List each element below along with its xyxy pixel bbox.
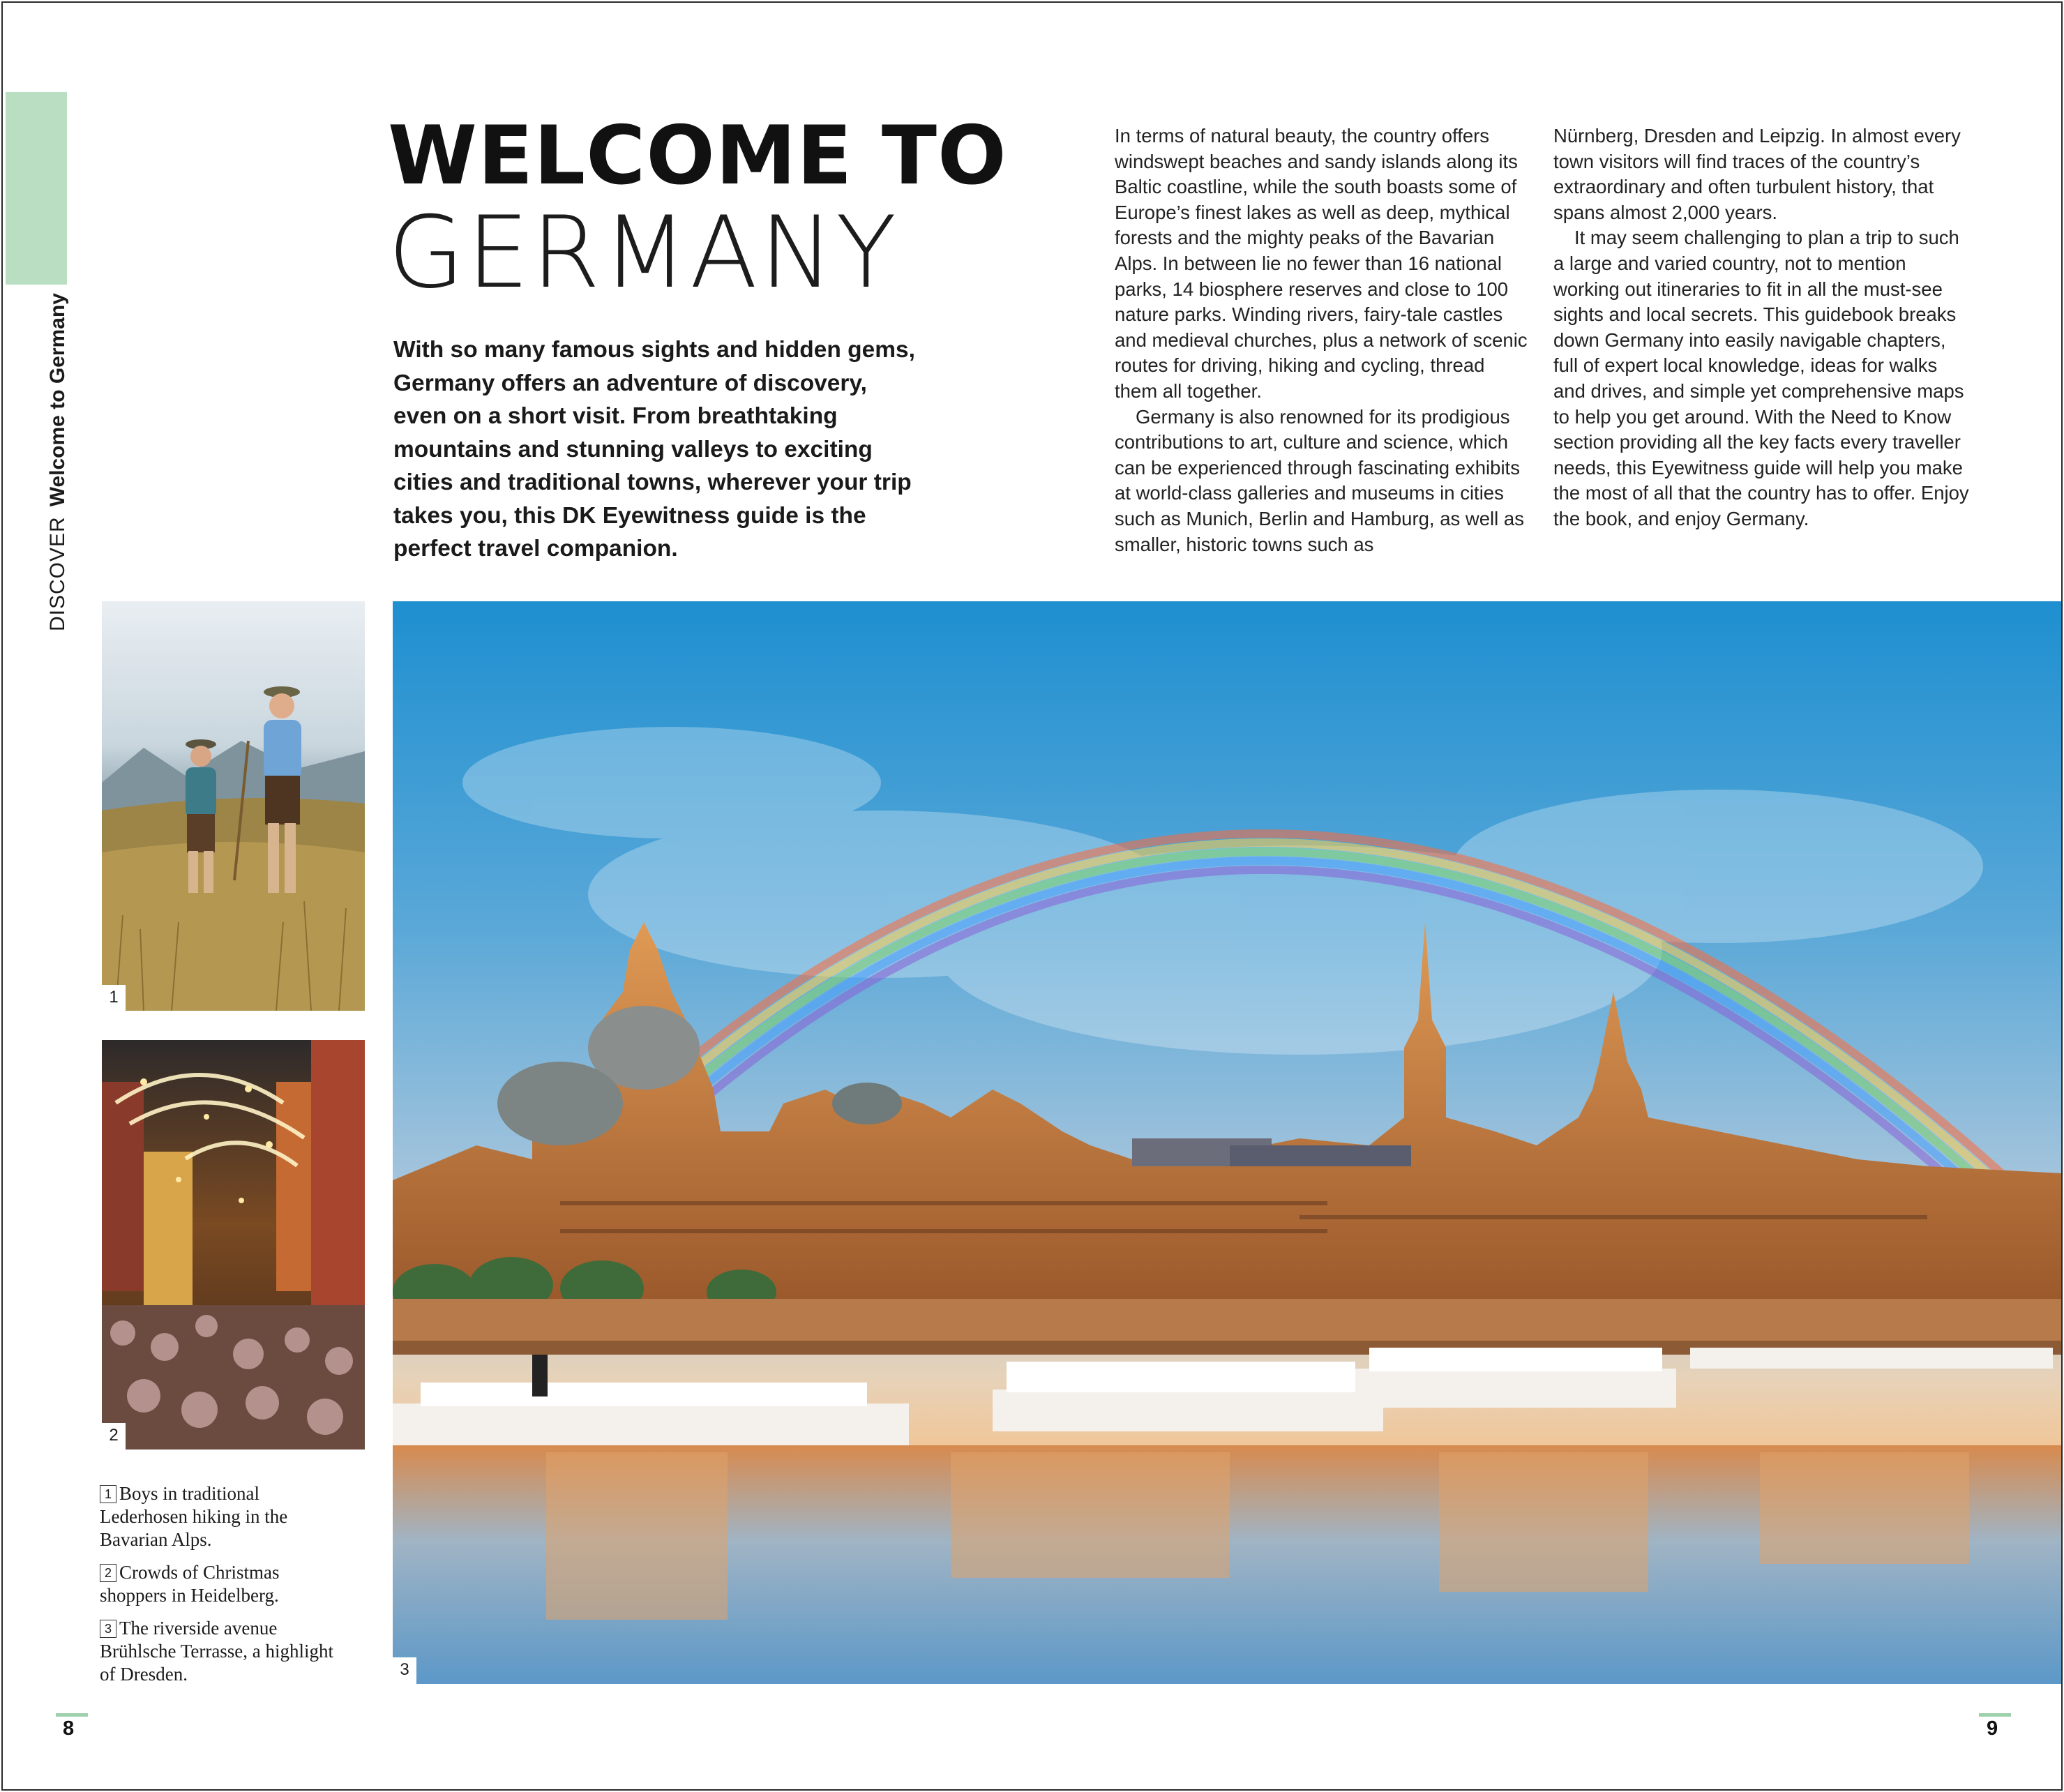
caption-number-box: 2 xyxy=(100,1564,116,1582)
photo-dresden-skyline xyxy=(393,601,2061,1684)
caption-text: Boys in traditional Lederhosen hiking in the Bavarian Alps. xyxy=(100,1483,288,1550)
running-header xyxy=(46,293,70,631)
caption-number-box: 3 xyxy=(100,1620,116,1638)
running-header-topic: Welcome to Germany xyxy=(46,293,69,507)
caption-1 xyxy=(100,1482,337,1551)
caption-2 xyxy=(100,1561,337,1607)
photo-number-1: 1 xyxy=(102,985,126,1011)
page-title-line1: WELCOME TO xyxy=(388,109,1007,203)
page-title-line2: GERMANY xyxy=(388,195,899,310)
page-number-left: 8 xyxy=(63,1717,75,1740)
caption-3 xyxy=(100,1617,337,1686)
caption-number-box: 1 xyxy=(100,1485,116,1503)
caption-text: The riverside avenue Brühlsche Terrasse, a highlight of Dresden. xyxy=(100,1618,334,1685)
body-paragraph: It may seem challenging to plan a trip to such a large and varied country, not to mention working out itineraries to fit in all the must-see sights and local secrets. This guidebook breaks down Germany into easily navigable chapters, full of expert local knowledge, ideas for walks and drives, and simple yet comprehensive maps to help you get around. With the Need to Know section providing all the key facts every traveller needs, this Eyewitness guide will help you make the most of all that the country has to offer. Enjoy the book, and enjoy Germany. xyxy=(1553,227,1969,529)
page-number-right: 9 xyxy=(1987,1717,1998,1740)
page-title xyxy=(388,109,1007,310)
body-column-2 xyxy=(1553,123,1971,532)
folio-accent-right xyxy=(1979,1713,2011,1717)
section-color-tab xyxy=(6,92,67,285)
photo-captions xyxy=(100,1482,337,1696)
photo-number-3: 3 xyxy=(393,1657,416,1684)
photo-number-2: 2 xyxy=(102,1423,126,1450)
intro-paragraph: With so many famous sights and hidden gems, Germany offers an adventure of discovery, even on a short visit. From breathtaking mountains and stunning valleys to exciting cities and traditional towns, wherever your trip takes you, this DK Eyewitness guide is the perfect travel companion. xyxy=(393,337,915,562)
body-column-1 xyxy=(1115,123,1532,557)
body-paragraph: Germany is also renowned for its prodigious contributions to art, culture and science, which can be experienced through fascinating exhibits at world-class galleries and museums in cities such as Munich, Berlin and Hamburg, as well as smaller, historic towns such as xyxy=(1115,405,1524,555)
photo-alps-hikers xyxy=(102,601,365,1011)
running-header-section: DISCOVER xyxy=(46,516,69,631)
folio-accent-left xyxy=(56,1713,88,1717)
body-paragraph: Nürnberg, Dresden and Leipzig. In almost every town visitors will find traces of the country’s extraordinary and often turbulent history, that spans almost 2,000 years. xyxy=(1553,125,1961,223)
body-paragraph: In terms of natural beauty, the country offers windswept beaches and sandy islands along its Baltic coastline, while the south boasts some of Europe’s finest lakes as well as deep, mythical forests and the mighty peaks of the Bavarian Alps. In between lie no fewer than 16 national parks, 14 biosphere reserves and close to 100 nature parks. Winding rivers, fairy-tale castles and medieval churches, plus a network of scenic routes for driving, hiking and cycling, thread them all together. xyxy=(1115,125,1528,402)
photo-christmas-shoppers xyxy=(102,1040,365,1450)
caption-text: Crowds of Christmas shoppers in Heidelberg. xyxy=(100,1562,280,1606)
